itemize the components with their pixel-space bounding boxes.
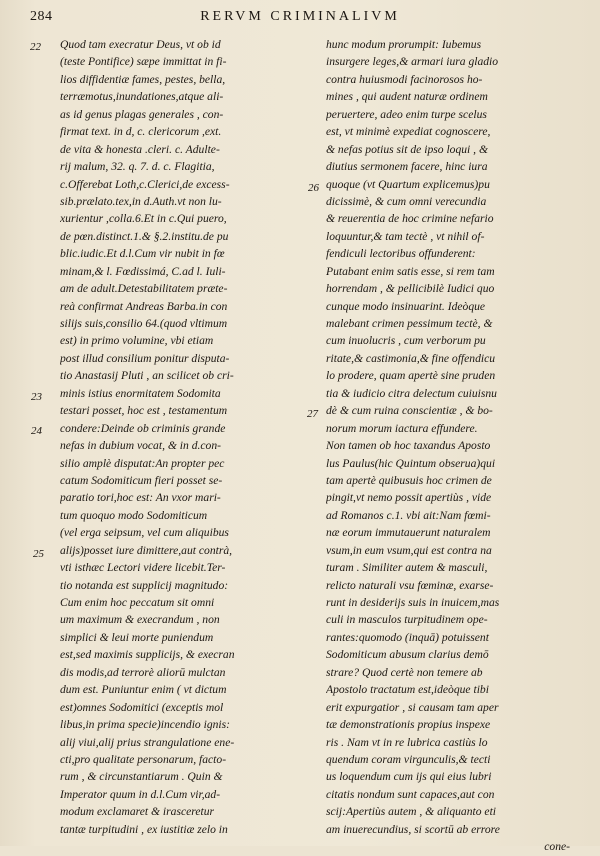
text-line: mines , qui audent naturæ ordinem [326,90,488,104]
catchword: cone- [544,840,570,854]
text-line: Imperator quum in d.l.Cum vir,ad- [60,787,221,801]
margin-number-26: 26 [308,182,319,194]
text-line: tio notanda est supplicij magnitudo: [60,578,229,592]
text-line: post illud consilium ponitur disputa- [60,351,230,365]
text-line: rantes:quomodo (inquā) potuissent [326,630,489,644]
text-line: Non tamen ob hoc taxandus Aposto [326,439,491,453]
text-line: reà confirmat Andreas Barba.in con [60,299,228,313]
text-line: de vita & honesta .cleri. c. Adulte- [60,142,220,156]
page-header [0,9,600,31]
text-line: tantæ turpitudini , ex iustitiæ zelo in [60,822,228,836]
text-line: modum exclamaret & irasceretur [60,805,215,819]
margin-number-22: 22 [30,41,41,53]
text-line: loquuntur,& tam tectè , vt nihil of- [326,229,485,243]
text-line: diutius sermonem facere, hinc iura [326,160,488,174]
text-line: tum quoquo modo Sodomiticum [60,508,208,522]
text-line: est)omnes Sodomitici (exceptis mol [60,700,224,714]
text-line: Sodomiticum abusum clarius demō [326,648,489,662]
text-line: blic.iudic.Et d.l.Cum vir nubit in fœ [60,247,225,261]
text-line: turam . Similiter autem & masculi, [326,561,488,575]
text-line: dicissimè, & cum omni verecundia [326,194,487,208]
text-line: dum est. Puniuntur enim ( vt dictum [60,683,227,697]
text-line: um maximum & execrandum , non [60,613,220,627]
text-line: c.Offerebat Loth,c.Clerici,de excess- [60,177,230,191]
text-line: cti,pro qualitate personarum, facto- [60,752,227,766]
margin-number-25: 25 [33,548,44,560]
text-line: minis istius enormitatem Sodomita [60,386,221,400]
text-line: norum morum iactura effundere. [326,421,478,435]
text-line: & reuerentia de hoc crimine nefario [326,212,494,226]
text-line: scij:Apertiùs autem , & aliquanto eti [326,805,497,819]
text-line: silijs suis,consilio 64.(quod vltimum [60,317,228,330]
text-line: ritate,& castimonia,& fine offendicu [326,351,496,365]
page-number: 284 [30,9,53,24]
text-line: ris . Nam vt in re lubrica castiùs lo [326,735,488,749]
text-line: Apostolo tractatum est,ideòque tibi [326,683,489,697]
text-line: vsum,in eum vsum,qui est contra na [326,543,492,557]
text-line: quoque (vt Quartum explicemus)pu [326,177,490,191]
text-line: tio Anastasij Pluti , an scilicet ob cri- [60,369,234,383]
text-line: paratio tori,hoc est: An vxor mari- [60,491,221,505]
text-line: simplici & leui morte puniendum [60,630,214,644]
text-line: alij viui,alij prius strangulatione ene- [60,735,235,749]
text-line: dis modis,ad terrorè aliorū mulctan [60,665,226,679]
text-line: cum inuolucris , cum verborum pu [326,334,486,348]
text-line: erit expurgatior , si causam tam aper [326,700,499,714]
margin-number-24: 24 [31,425,42,437]
text-line: xurientur ,colla.6.Et in c.Qui puero, [60,212,227,226]
text-line: condere:Deinde ob criminis grande [60,421,226,435]
text-line: lo prodere, quam apertè sine pruden [326,369,496,383]
text-line: est) in primo volumine, vbi etiam [60,334,214,348]
text-line: Putabant enim satis esse, si rem tam [326,264,495,278]
text-line: am inuerecundius, si scortū ab errore [326,822,500,836]
text-line: firmat text. in d, c. clericorum ,ext. [60,125,222,139]
text-line: Cum enim hoc peccatum sit omni [60,596,215,609]
text-line: tam apertè quibusuis hoc crimen de [326,473,492,487]
text-line: næ eorum immutauerunt naturalem [326,526,491,540]
text-line: libus,in prima specie)incendio ignis: [60,718,231,732]
text-line: us loquendum cum ijs qui eius lubri [326,770,492,784]
text-line: est,sed maximis supplicijs, & execran [60,648,235,662]
text-line: sib.prælato.tex,in d.Auth.vt non lu- [60,194,222,208]
text-line: as id genus plagas generales , con- [60,107,224,121]
left-text-column [60,36,306,838]
text-line: peruertere, adeo enim turpe scelus [326,107,487,121]
margin-number-23: 23 [31,391,42,403]
text-line: runt in desiderijs suis in inuicem,mas [326,596,500,609]
text-line: am de adult.Detestabilitatem præte- [60,282,228,296]
text-line: rum , & circunstantiarum . Quin & [60,770,223,784]
text-line: testari posset, hoc est , testamentum [60,404,228,418]
text-line: & nefas potius sit de ipso loqui , & [326,142,488,156]
text-line: horrendam , & pellicibilè Iudici quo [326,282,495,296]
text-line: culi in masculos turpitudinem ope- [326,613,488,627]
text-line: malebant crimen pessimum tectè, & [326,317,493,330]
text-line: (vel erga seipsum, vel cum aliquibus [60,526,229,540]
text-line: insurgere leges,& armari iura gladio [326,55,499,69]
text-line: alijs)posset iure dimittere,aut contrà, [60,543,233,557]
text-line: (teste Pontifice) sæpe immittat in fi- [60,55,227,69]
right-text-column [326,36,572,856]
running-title: RERVM CRIMINALIVM [200,9,400,24]
text-line: tæ demonstrationis propius inspexe [326,718,491,732]
text-line: hunc modum prorumpit: Iubemus [326,38,482,51]
text-line: dè & cum ruina conscientiæ , & bo- [326,404,493,418]
text-line: pingit,vt nemo possit apertiùs , vide [326,491,492,505]
text-line: minam,& l. Fœdissimá, C.ad l. Iuli- [60,264,226,278]
text-line: terræmotus,inundationes,atque ali- [60,90,224,104]
text-line: rij malum, 32. q. 7. d. c. Flagitia, [60,160,215,174]
text-line: silio amplè disputat:An propter pec [60,456,225,470]
text-line: vti isthæc Lectori videre licebit.Ter- [60,561,226,575]
text-line: tia & iudicio citra delectum cuiuisnu [326,386,497,400]
text-line: contra huiusmodi facinorosos ho- [326,72,483,86]
text-line: ad Romanos c.1. vbi ait:Nam fœmi- [326,508,491,522]
margin-number-27: 27 [307,408,318,420]
text-line: nefas in dubium vocat, & in d.con- [60,439,221,453]
text-line: catum Sodomiticum fieri posset se- [60,473,223,487]
text-line: fendiculi lectoribus offunderent: [326,247,476,261]
text-line: cunque modo insinuarint. Ideòque [326,299,486,313]
text-line: citatis nondum sunt capaces,aut con [326,787,495,801]
text-line: strare? Quod certè non temere ab [326,665,483,679]
text-line: quendum coram virgunculis,& tecti [326,752,491,766]
text-line: de pœn.distinct.1.& §.2.institu.de pu [60,229,229,243]
text-line: Quod tam execratur Deus, vt ob id [60,38,221,51]
text-line: lios diffidentiæ fames, pestes, bella, [60,72,226,86]
text-line: est, vt minimè expediat cognoscere, [326,125,491,139]
text-line: relicto naturali vsu fœminæ, exarse- [326,578,494,592]
text-line: lus Paulus(hic Quintum obserua)qui [326,456,496,470]
